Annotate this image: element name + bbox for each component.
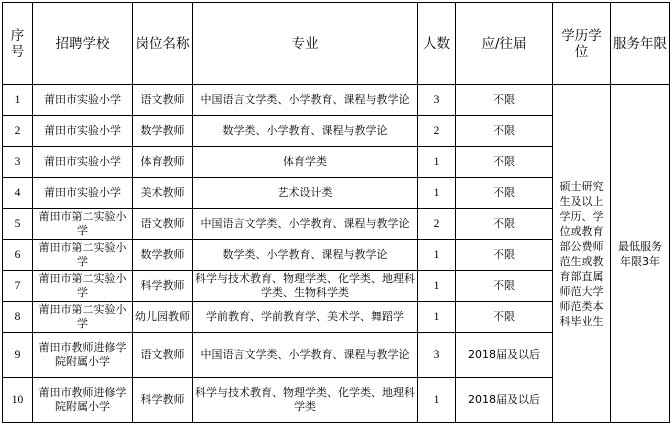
cell-major: 中国语言文学类、小学教育、课程与教学论 <box>193 209 418 240</box>
cell-major: 科学与技术教育、物理学类、化学类、地理科学类、生物科学类 <box>193 271 418 302</box>
cell-position: 科学教师 <box>133 271 193 302</box>
cell-school: 莆田市实验小学 <box>33 85 133 116</box>
cell-major: 中国语言文学类、小学教育、课程与教学论 <box>193 85 418 116</box>
cell-school: 莆田市第二实验小学 <box>33 271 133 302</box>
cell-seq: 10 <box>3 378 33 423</box>
table-row <box>3 85 670 116</box>
cell-count: 3 <box>418 333 456 378</box>
cell-graduate: 不限 <box>456 178 553 209</box>
cell-seq: 5 <box>3 209 33 240</box>
cell-count: 1 <box>418 302 456 333</box>
cell-count: 1 <box>418 147 456 178</box>
header-seq: 序号 <box>3 3 33 85</box>
cell-major: 中国语言文学类、小学教育、课程与教学论 <box>193 333 418 378</box>
cell-graduate: 不限 <box>456 209 553 240</box>
cell-school: 莆田市第二实验小学 <box>33 240 133 271</box>
cell-position: 数学教师 <box>133 240 193 271</box>
cell-seq: 9 <box>3 333 33 378</box>
cell-count: 2 <box>418 209 456 240</box>
cell-graduate: 不限 <box>456 116 553 147</box>
header-row <box>3 3 670 85</box>
cell-seq: 3 <box>3 147 33 178</box>
cell-seq: 6 <box>3 240 33 271</box>
recruitment-table <box>2 2 670 423</box>
header-major: 专业 <box>193 3 418 85</box>
cell-major: 体育学类 <box>193 147 418 178</box>
header-graduate: 应/往届 <box>456 3 553 85</box>
cell-seq: 4 <box>3 178 33 209</box>
cell-count: 1 <box>418 271 456 302</box>
cell-position: 科学教师 <box>133 378 193 423</box>
cell-major: 科学与技术教育、物理学类、化学类、地理科学类 <box>193 378 418 423</box>
cell-count: 3 <box>418 85 456 116</box>
cell-count: 1 <box>418 240 456 271</box>
cell-school: 莆田市第二实验小学 <box>33 302 133 333</box>
header-count: 人数 <box>418 3 456 85</box>
cell-count: 2 <box>418 116 456 147</box>
cell-position: 美术教师 <box>133 178 193 209</box>
cell-major: 数学类、小学教育、课程与教学论 <box>193 116 418 147</box>
cell-position: 语文教师 <box>133 85 193 116</box>
cell-graduate: 2018届及以后 <box>456 378 553 423</box>
cell-major: 艺术设计类 <box>193 178 418 209</box>
cell-school: 莆田市教师进修学院附属小学 <box>33 378 133 423</box>
cell-graduate: 2018届及以后 <box>456 333 553 378</box>
header-school: 招聘学校 <box>33 3 133 85</box>
cell-position: 幼儿园教师 <box>133 302 193 333</box>
cell-school: 莆田市实验小学 <box>33 147 133 178</box>
cell-seq: 2 <box>3 116 33 147</box>
cell-education-requirement: 硕士研究生及以上学历、学位或教育部公费师范生或教育部直属师范大学师范类本科毕业生 <box>553 85 611 423</box>
cell-major: 学前教育、学前教育学、美术学、舞蹈学 <box>193 302 418 333</box>
cell-seq: 1 <box>3 85 33 116</box>
cell-count: 1 <box>418 378 456 423</box>
header-position: 岗位名称 <box>133 3 193 85</box>
cell-graduate: 不限 <box>456 147 553 178</box>
cell-service-requirement: 最低服务年限3年 <box>611 85 670 423</box>
cell-seq: 8 <box>3 302 33 333</box>
header-education: 学历学位 <box>553 3 611 85</box>
cell-graduate: 不限 <box>456 302 553 333</box>
cell-position: 语文教师 <box>133 209 193 240</box>
header-service-years: 服务年限 <box>611 3 670 85</box>
cell-graduate: 不限 <box>456 240 553 271</box>
cell-school: 莆田市第二实验小学 <box>33 209 133 240</box>
cell-school: 莆田市实验小学 <box>33 116 133 147</box>
cell-graduate: 不限 <box>456 85 553 116</box>
cell-count: 1 <box>418 178 456 209</box>
cell-position: 数学教师 <box>133 116 193 147</box>
cell-graduate: 不限 <box>456 271 553 302</box>
cell-position: 语文教师 <box>133 333 193 378</box>
cell-school: 莆田市教师进修学院附属小学 <box>33 333 133 378</box>
cell-school: 莆田市实验小学 <box>33 178 133 209</box>
cell-major: 数学类、小学教育、课程与教学论 <box>193 240 418 271</box>
cell-position: 体育教师 <box>133 147 193 178</box>
cell-seq: 7 <box>3 271 33 302</box>
